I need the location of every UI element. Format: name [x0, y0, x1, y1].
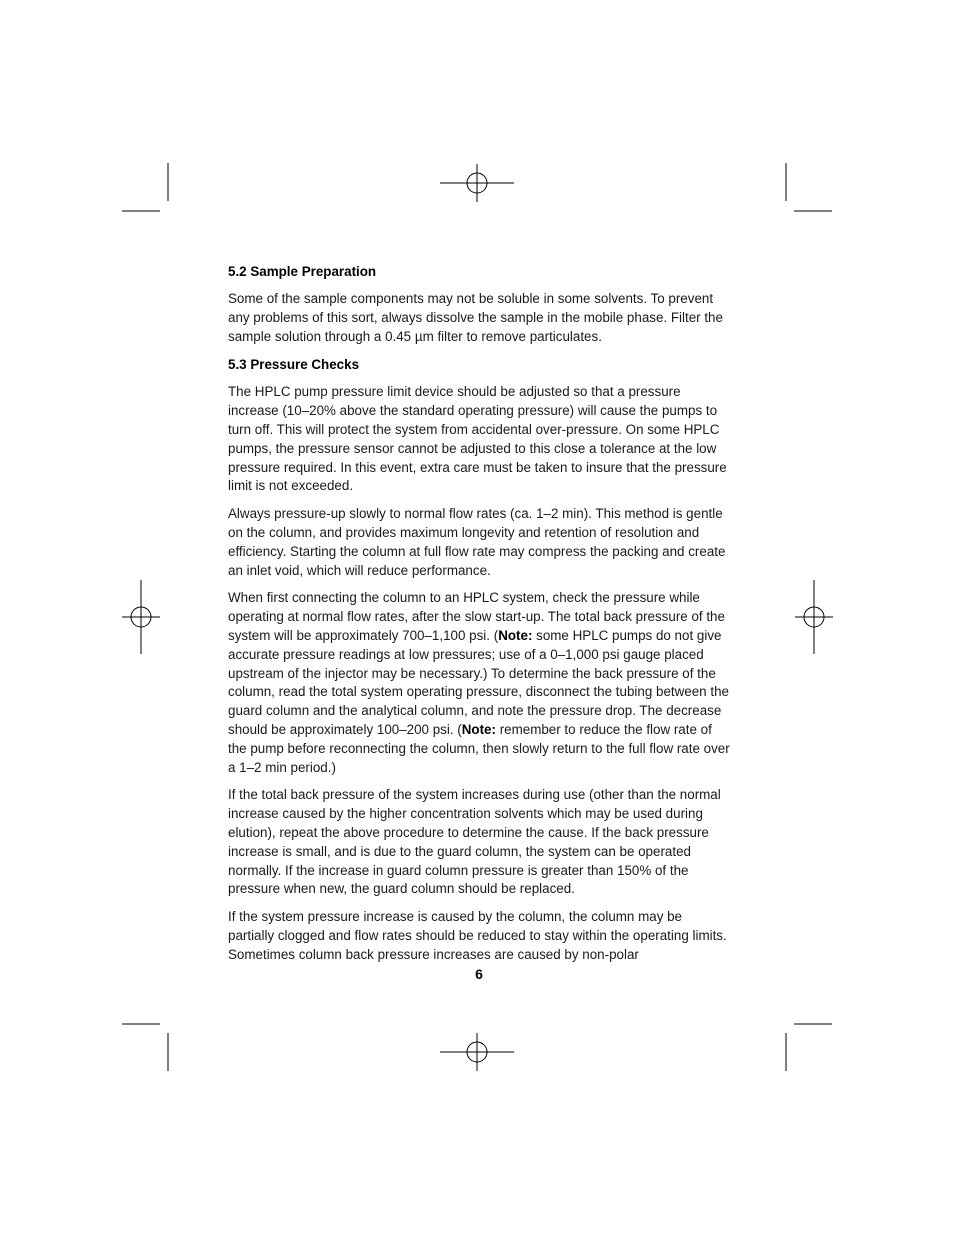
page-number: 6 — [475, 966, 483, 982]
paragraph-sample-preparation: Some of the sample components may not be soluble in some solvents. To prevent any problems of this sort, always dissolve the sample in the mobile phase. Filter the sample solution through a 0.45 µm filter to remove particulates. — [228, 291, 723, 344]
paragraph-first-connecting — [228, 589, 730, 777]
paragraph-pressure-limit: The HPLC pump pressure limit device should be adjusted so that a pressure increase (10–20% above the standard operating pressure) will cause the pumps to turn off. This will protect the system from accidental over-pressure. On some HPLC pumps, the pressure sensor cannot be adjusted to this close a tolerance at the low pressure required. In this event, extra care must be taken to insure that the pressure limit is not exceeded. — [228, 384, 727, 494]
text-run: When first connecting the column to an HPLC system, check the pressure while operating at normal flow rates, after the slow start-up. The total back pressure of the system will be approximately 700–1,100 psi. ( — [228, 590, 725, 643]
text-run: remember to reduce the flow rate of the pump before reconnecting the column, then slowly return to the full flow rate over a 1–2 min period.) — [228, 721, 730, 775]
registration-target-bottom — [440, 1033, 514, 1071]
registration-target-top — [440, 164, 514, 202]
section-heading-pressure-checks: 5.3 Pressure Checks — [228, 357, 360, 373]
paragraph-pressure-up: Always pressure-up slowly to normal flow rates (ca. 1–2 min). This method is gentle on the column, and provides maximum longevity and retention of resolution and efficiency. Starting the column at full flow rate may compress the packing and create an inlet void, which will reduce performance. — [228, 506, 726, 578]
text-run: some HPLC pumps do not give accurate pressure readings at low pressures; use of a 0–1,000 psi gauge placed upstream of the injector may be necessary.) To determine the back pressure of the column, read the total system operating pressure, disconnect the tubing between the guard column and the analytical column, and note the pressure drop. The decrease should be approximately 100–200 psi. ( — [228, 627, 729, 737]
section-heading-sample-preparation: 5.2 Sample Preparation — [228, 264, 377, 279]
paragraph-back-pressure-increase: If the total back pressure of the system increases during use (other than the normal increase caused by the higher concentration solvents which may be used during elution), repeat the above procedure to determine the cause. If the back pressure increase is small, and is due to the guard column, the system can be operated normally. If the increase in guard column pressure is greater than 150% of the pressure when new, the guard column should be replaced. — [228, 787, 721, 897]
note-label: Note: — [498, 627, 533, 643]
note-label: Note: — [461, 721, 496, 737]
registration-target-left — [122, 580, 160, 654]
registration-target-right — [795, 580, 833, 654]
paragraph-column-clogged: If the system pressure increase is caused by the column, the column may be partially clogged and flow rates should be reduced to stay within the operating limits. Sometimes column back pressure increases are caused by non-polar — [228, 909, 727, 962]
page-body — [228, 262, 730, 974]
